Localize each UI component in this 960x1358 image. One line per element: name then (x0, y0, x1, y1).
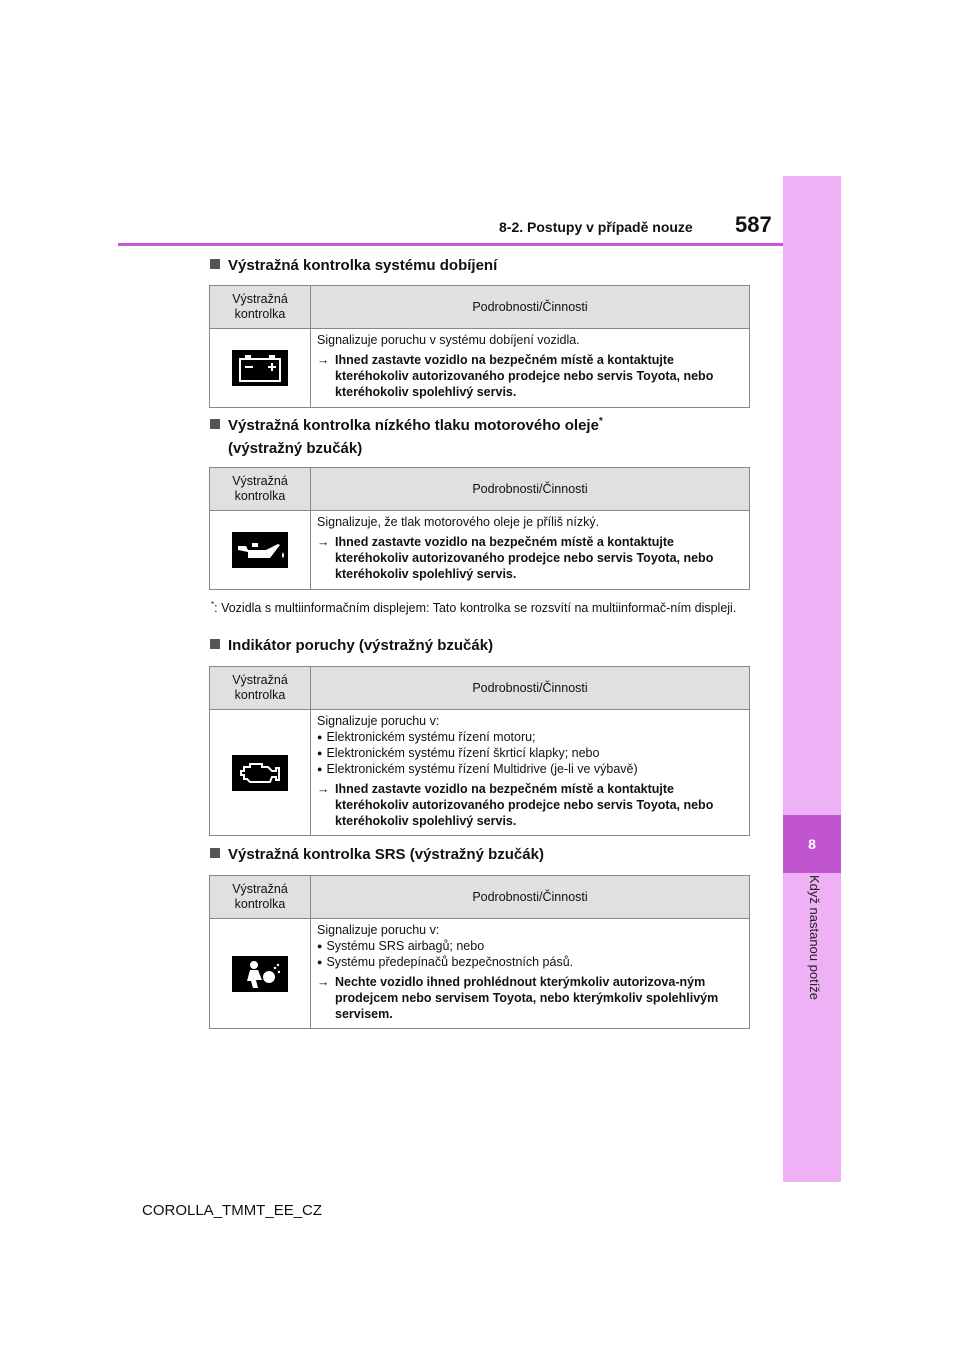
col-header-light: Výstražná kontrolka (210, 468, 311, 511)
section-heading-oil: Výstražná kontrolka nízkého tlaku motorového oleje* (210, 416, 603, 434)
warning-table-oil (209, 467, 750, 590)
section-heading-oil-cont: (výstražný bzučák) (228, 440, 363, 457)
list-item: ● Elektronickém systému řízení Multidrive (je-li ve výbavě) (317, 761, 743, 777)
action-text: → Ihned zastavte vozidlo na bezpečném místě a kontaktujte kteréhokoliv autorizovaného prodejce nebo servis Toyota, nebo kteréhokoliv spolehlivý servis. (317, 782, 714, 828)
arrow-icon: → (317, 782, 330, 796)
icon-cell (210, 511, 311, 590)
header-rule (118, 243, 783, 246)
col-header-details: Podrobnosti/Činnosti (311, 876, 750, 919)
battery-icon (232, 350, 288, 386)
col-header-light: Výstražná kontrolka (210, 876, 311, 919)
list-item: ● Elektronickém systému řízení škrticí klapky; nebo (317, 745, 743, 761)
chapter-number-tab: 8 (783, 815, 841, 873)
col-header-details: Podrobnosti/Činnosti (311, 286, 750, 329)
footnote-mark: * (211, 600, 215, 609)
document-code: COROLLA_TMMT_EE_CZ (142, 1202, 323, 1219)
details-cell (311, 329, 750, 408)
list-item: ● Elektronickém systému řízení motoru; (317, 729, 743, 745)
square-bullet-icon (210, 848, 220, 858)
action-text: → Ihned zastavte vozidlo na bezpečném místě a kontaktujte kteréhokoliv autorizovaného prodejce nebo servis Toyota, nebo kteréhokoliv spolehlivý servis. (317, 353, 714, 399)
section-heading-malfunction: Indikátor poruchy (výstražný bzučák) (210, 637, 493, 654)
details-cell (311, 511, 750, 590)
icon-cell (210, 710, 311, 836)
col-header-details: Podrobnosti/Činnosti (311, 468, 750, 511)
details-cell (311, 710, 750, 836)
square-bullet-icon (210, 419, 220, 429)
section-title: 8-2. Postupy v případě nouze (499, 219, 693, 235)
warning-table-malfunction (209, 666, 750, 836)
col-header-details: Podrobnosti/Činnosti (311, 667, 750, 710)
chapter-title: Když nastanou potíže (807, 875, 822, 1001)
icon-cell (210, 329, 311, 408)
description: Signalizuje, že tlak motorového oleje je příliš nízký. (317, 515, 600, 529)
oil-can-icon (232, 532, 288, 568)
srs-airbag-icon (232, 956, 288, 992)
check-engine-icon (232, 755, 288, 791)
section-heading-srs: Výstražná kontrolka SRS (výstražný bzučák) (210, 846, 544, 863)
warning-table-srs (209, 875, 750, 1029)
square-bullet-icon (210, 639, 220, 649)
description: Signalizuje poruchu v systému dobíjení vozidla. (317, 333, 580, 347)
action-text: → Ihned zastavte vozidlo na bezpečném místě a kontaktujte kteréhokoliv autorizovaného prodejce nebo servis Toyota, nebo kteréhokoliv spolehlivý servis. (317, 535, 714, 581)
action-text: → Nechte vozidlo ihned prohlédnout kterýmkoliv autorizova-ným prodejcem nebo servisem Toyota, nebo kterýmkoliv spolehlivým servisem. (317, 975, 719, 1021)
arrow-icon: → (317, 975, 330, 989)
square-bullet-icon (210, 259, 220, 269)
arrow-icon: → (317, 535, 330, 549)
col-header-light: Výstražná kontrolka (210, 667, 311, 710)
footnote: *: Vozidla s multiinformačním displejem: Tato kontrolka se rozsvítí na multiinformač-ním displeji. (211, 600, 737, 616)
page-number: 587 (735, 212, 772, 237)
list-item: ● Systému předepínačů bezpečnostních pásů. (317, 954, 743, 970)
list-item: ● Systému SRS airbagů; nebo (317, 938, 743, 954)
description: Signalizuje poruchu v: (317, 714, 440, 728)
arrow-icon: → (317, 353, 330, 367)
warning-table-charging (209, 285, 750, 408)
icon-cell (210, 919, 311, 1029)
section-heading-charging: Výstražná kontrolka systému dobíjení (210, 257, 497, 274)
description: Signalizuje poruchu v: (317, 923, 440, 937)
details-cell (311, 919, 750, 1029)
col-header-light: Výstražná kontrolka (210, 286, 311, 329)
footnote-mark: * (598, 416, 603, 427)
